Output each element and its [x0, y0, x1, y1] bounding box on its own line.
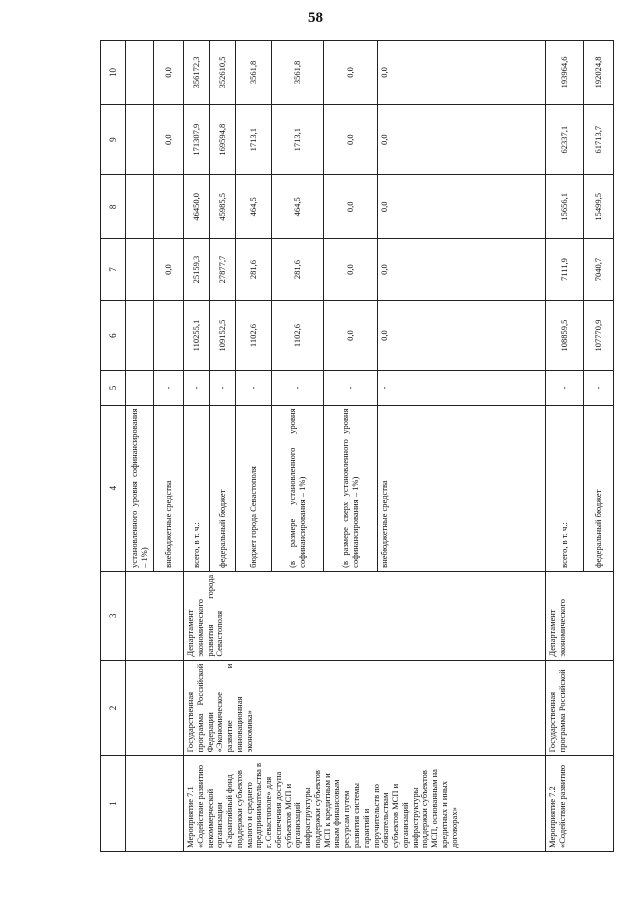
cell-c9: 171307,9: [184, 104, 210, 175]
cell-c6: 110255,1: [184, 300, 210, 371]
executor-name: Департамент экономического развития города Севастополя: [184, 571, 546, 660]
cell-c5: -: [210, 371, 236, 405]
funding-source: (в размере сверх установленного уровня софинансирования – 1%): [324, 405, 378, 571]
cell-c10: 3561,8: [236, 41, 272, 105]
program-name: Государственная программа Российской Федерации «Экономическое развитие и инновационная экономика»: [184, 660, 546, 756]
cell-c8: 46450,0: [184, 175, 210, 239]
header-row: [101, 41, 126, 852]
cell-empty: [126, 239, 154, 301]
cell-c7: 0,0: [378, 239, 546, 301]
cell-c9: 169594,8: [210, 104, 236, 175]
col-header-7: 7: [101, 239, 126, 301]
cell-c8: 0,0: [324, 175, 378, 239]
cell-c7: 0,0: [154, 239, 184, 301]
col-header-4: 4: [101, 405, 126, 571]
col-header-1: 1: [101, 756, 126, 852]
cell-c5: -: [324, 371, 378, 405]
cell-c5: -: [184, 371, 210, 405]
table-row: [546, 41, 584, 852]
funding-source: всего, в т. ч.:: [546, 405, 584, 571]
col-header-9: 9: [101, 104, 126, 175]
cell-c6: [154, 300, 184, 371]
cell-c6: 1102,6: [272, 300, 324, 371]
col-header-2: 2: [101, 660, 126, 756]
table-row: [126, 41, 154, 852]
cell-c5: -: [236, 371, 272, 405]
cell-c6: 108859,5: [546, 300, 584, 371]
cell-empty: [126, 41, 154, 105]
cell-c8: 464,5: [272, 175, 324, 239]
cell-c8: 45985,5: [210, 175, 236, 239]
cell-c5: -: [272, 371, 324, 405]
cell-c6: 1102,6: [236, 300, 272, 371]
cell-c7: 27877,7: [210, 239, 236, 301]
funding-source: бюджет города Севастополя: [236, 405, 272, 571]
cell-c10: 3561,8: [272, 41, 324, 105]
cell-c10: 193964,6: [546, 41, 584, 105]
cell-c8: 15499,5: [584, 175, 614, 239]
executor-name: Департамент экономического: [546, 571, 614, 660]
cell-empty: [126, 104, 154, 175]
cell-empty: [126, 371, 154, 405]
cell-c10: 0,0: [324, 41, 378, 105]
cell-empty: [126, 300, 154, 371]
cont-col3: [126, 571, 184, 660]
col-header-10: 10: [101, 41, 126, 105]
program-name: Государственная программа Российской: [546, 660, 614, 756]
cell-c5: -: [584, 371, 614, 405]
funding-source: федеральный бюджет: [584, 405, 614, 571]
cell-c7: 281,6: [236, 239, 272, 301]
funding-source: федеральный бюджет: [210, 405, 236, 571]
cell-c6: 107770,9: [584, 300, 614, 371]
cell-c5: -: [154, 371, 184, 405]
cell-empty: [126, 175, 154, 239]
cell-c8: 15656,1: [546, 175, 584, 239]
cell-c10: 352610,5: [210, 41, 236, 105]
cell-c9: 1713,1: [272, 104, 324, 175]
cell-c10: 0,0: [378, 41, 546, 105]
event-name: Мероприятие 7.2 «Содействие развитию: [546, 756, 614, 852]
cell-c5: -: [546, 371, 584, 405]
cell-c9: 61713,7: [584, 104, 614, 175]
page-number: 58: [308, 10, 323, 26]
cell-c6: 0,0: [324, 300, 378, 371]
cell-c7: 0,0: [324, 239, 378, 301]
col-header-8: 8: [101, 175, 126, 239]
cell-c9: 0,0: [324, 104, 378, 175]
cell-c7: 7040,7: [584, 239, 614, 301]
cell-c7: 25159,3: [184, 239, 210, 301]
cell-c8: [154, 175, 184, 239]
funding-source: установленного уровня софинансирования – 1%): [126, 405, 154, 571]
col-header-3: 3: [101, 571, 126, 660]
cont-col2: [126, 660, 184, 756]
cell-c7: 281,6: [272, 239, 324, 301]
cell-c9: 62337,1: [546, 104, 584, 175]
cell-c6: 109152,5: [210, 300, 236, 371]
funding-source: (в размере установленного уровня софинансирования – 1%): [272, 405, 324, 571]
cell-c9: 0,0: [154, 104, 184, 175]
cell-c5: -: [378, 371, 546, 405]
cont-col1: [126, 756, 184, 852]
cell-c8: 0,0: [378, 175, 546, 239]
col-header-6: 6: [101, 300, 126, 371]
cell-c7: 7111,9: [546, 239, 584, 301]
funding-source: всего, в т. ч.:: [184, 405, 210, 571]
budget-table: [100, 40, 614, 852]
rotated-table-wrapper: [100, 40, 603, 852]
cell-c8: 464,5: [236, 175, 272, 239]
cell-c10: 192024,8: [584, 41, 614, 105]
col-header-5: 5: [101, 371, 126, 405]
cell-c6: 0,0: [378, 300, 546, 371]
cell-c9: 0,0: [378, 104, 546, 175]
cell-c9: 1713,1: [236, 104, 272, 175]
funding-source: внебюджетные средства: [154, 405, 184, 571]
table-row: [184, 41, 210, 852]
cell-c10: 356172,3: [184, 41, 210, 105]
funding-source: внебюджетные средства: [378, 405, 546, 571]
cell-c10: 0,0: [154, 41, 184, 105]
event-name: Мероприятие 7.1 «Содействие развитию некоммерческой организации «Гарантийный фонд поддержки субъектов малого и среднего предпринимательства в г. Севастополе» для обеспечения доступа субъектов МСП и организаций инфраструктуры поддержки субъектов МСП к кредитным и иным финансовым ресурсам путем развития системы гарантий и поручительств по обязательствам субъектов МСП и организаций инфраструктуры поддержки субъектов МСП, основанным на кредитных и иных договорах»: [184, 756, 546, 852]
